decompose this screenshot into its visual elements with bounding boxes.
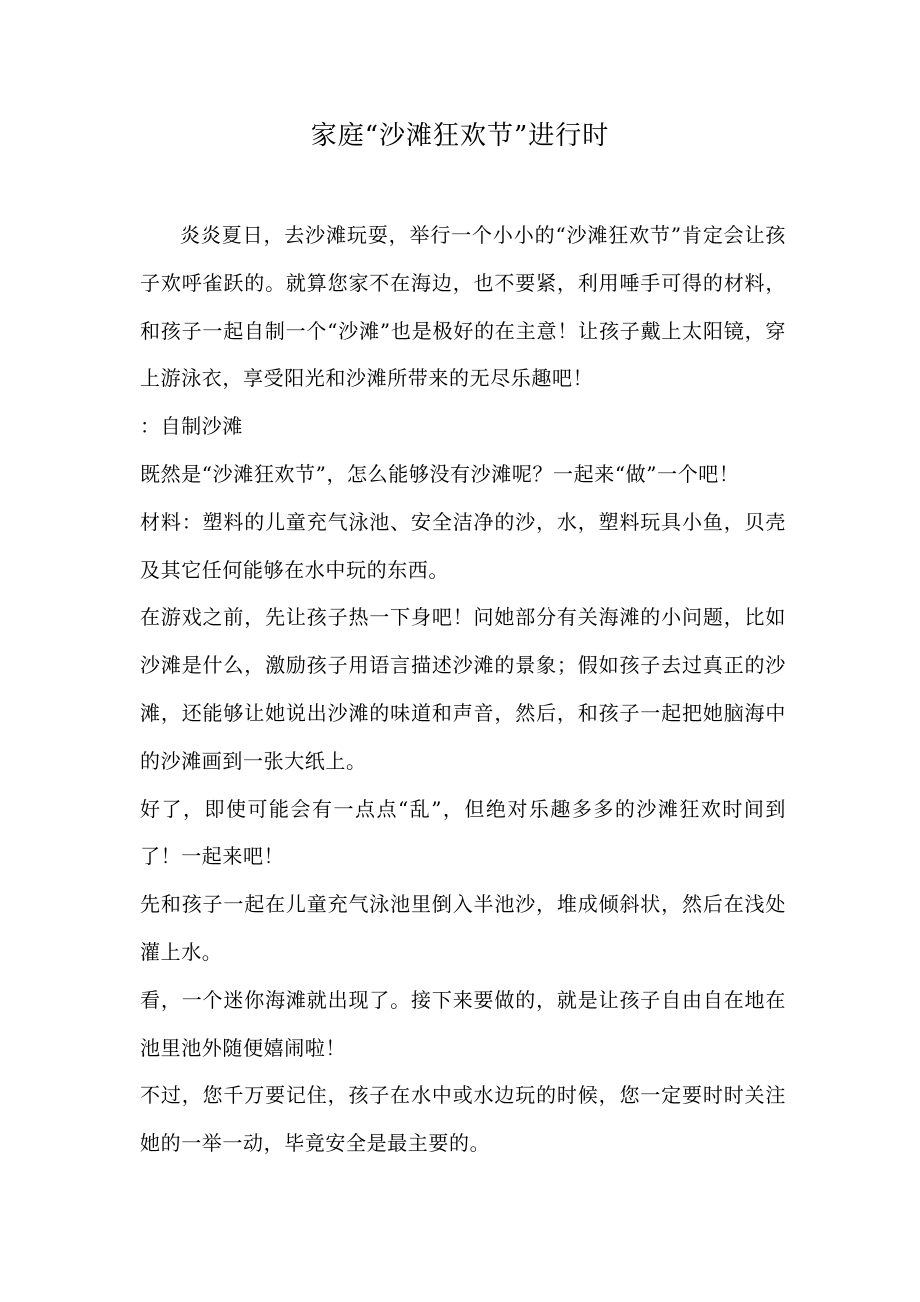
document-title: 家庭“沙滩狂欢节”进行时 (310, 121, 610, 151)
paragraph: 看，一个迷你海滩就出现了。接下来要做的，就是让孩子自由自在地在池里池外随便嬉闹啦！ (140, 987, 786, 1060)
intro-paragraph: 炎炎夏日，去沙滩玩耍，举行一个小小的“沙滩狂欢节”肯定会让孩子欢呼雀跃的。就算您家不在海边，也不要紧，利用唾手可得的材料，和孩子一起自制一个“沙滩”也是极好的在主意！让孩子戴上太阳镜，穿上游泳衣，享受阳光和沙滩所带来的无尽乐趣吧！ (140, 223, 786, 391)
paragraph: 先和孩子一起在儿童充气泳池里倒入半池沙，堆成倾斜状，然后在浅处灌上水。 (140, 892, 786, 964)
paragraph: 既然是“沙滩狂欢节”，怎么能够没有沙滩呢？一起来“做”一个吧！ (140, 461, 740, 486)
paragraph: 在游戏之前，先让孩子热一下身吧！问她部分有关海滩的小问题，比如沙滩是什么，激励孩子用语言描述沙滩的景象；假如孩子去过真正的沙滩，还能够让她说出沙滩的味道和声音，然后，和孩子一起把她脑海中的沙滩画到一张大纸上。 (140, 605, 786, 773)
section-heading: ：自制沙滩 (140, 414, 243, 439)
paragraph: 不过，您千万要记住，孩子在水中或水边玩的时候，您一定要时时关注她的一举一动，毕竟安全是最主要的。 (140, 1083, 786, 1156)
paragraph: 好了，即使可能会有一点点“乱”，但绝对乐趣多多的沙滩狂欢时间到了！一起来吧！ (140, 796, 786, 869)
document-body (140, 212, 786, 1168)
materials-paragraph: 材料：塑料的儿童充气泳池、安全洁净的沙，水，塑料玩具小鱼，贝壳及其它任何能够在水中玩的东西。 (140, 509, 786, 582)
